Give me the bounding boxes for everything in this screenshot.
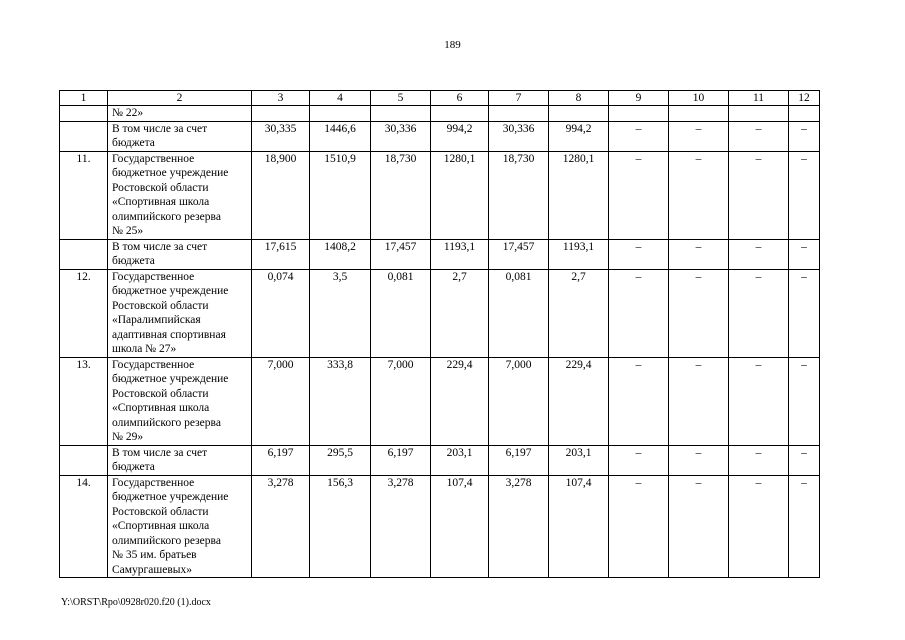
value-cell-col-9: –: [609, 475, 669, 578]
value-cell-col-4: [310, 106, 371, 122]
value-cell-col-3: 3,278: [252, 475, 310, 578]
value-cell-col-5: 18,730: [371, 151, 431, 239]
table-header-row: [60, 91, 820, 106]
value-cell-col-9: –: [609, 269, 669, 357]
table-row: [60, 475, 820, 578]
name-line: В том числе за счет: [112, 122, 208, 135]
name-line: Ростовской области: [112, 181, 209, 194]
name-line: «Спортивная школа: [112, 196, 210, 208]
value-cell-col-10: –: [669, 269, 729, 357]
name-line: «Спортивная школа: [112, 520, 210, 532]
value-cell-col-9: –: [609, 121, 669, 151]
value-cell-col-11: [729, 106, 789, 122]
table-row: [60, 445, 820, 475]
name-line: школа № 27»: [112, 343, 177, 355]
name-line: олимпийского резерва: [112, 534, 221, 547]
value-cell-col-5: 17,457: [371, 239, 431, 269]
name-line: олимпийского резерва: [112, 210, 221, 223]
name-line: бюджета: [112, 461, 155, 473]
header-cell-2: 2: [108, 91, 252, 106]
name-line: адаптивная спортивная: [112, 328, 226, 341]
value-cell-col-6: [431, 106, 489, 122]
value-cell-col-12: –: [789, 151, 820, 239]
value-cell-col-4: 3,5: [310, 269, 371, 357]
value-cell-col-11: –: [729, 269, 789, 357]
institution-name-cell: [108, 269, 252, 357]
name-line: Государственное: [112, 476, 195, 489]
name-line: бюджетное учреждение: [112, 285, 229, 297]
table-body: [60, 91, 820, 578]
value-cell-col-7: 30,336: [489, 121, 549, 151]
row-number-cell: [60, 445, 108, 475]
name-line: бюджета: [112, 137, 155, 149]
value-cell-col-8: 994,2: [549, 121, 609, 151]
value-cell-col-10: [669, 106, 729, 122]
value-cell-col-6: 203,1: [431, 445, 489, 475]
name-line: бюджетное учреждение: [112, 491, 229, 503]
header-cell-1: 1: [60, 91, 108, 106]
value-cell-col-7: 6,197: [489, 445, 549, 475]
header-cell-12: 12: [789, 91, 820, 106]
row-number-cell: [60, 106, 108, 122]
value-cell-col-12: –: [789, 269, 820, 357]
table-row: [60, 269, 820, 357]
value-cell-col-12: –: [789, 445, 820, 475]
value-cell-col-5: 3,278: [371, 475, 431, 578]
value-cell-col-5: 7,000: [371, 357, 431, 445]
value-cell-col-10: –: [669, 121, 729, 151]
name-line: Государственное: [112, 152, 195, 165]
value-cell-col-7: 3,278: [489, 475, 549, 578]
name-line: «Паралимпийская: [112, 314, 201, 326]
value-cell-col-8: 229,4: [549, 357, 609, 445]
value-cell-col-4: 1446,6: [310, 121, 371, 151]
value-cell-col-4: 333,8: [310, 357, 371, 445]
value-cell-col-3: [252, 106, 310, 122]
value-cell-col-3: 18,900: [252, 151, 310, 239]
header-cell-6: 6: [431, 91, 489, 106]
row-number-cell: [60, 239, 108, 269]
value-cell-col-8: [549, 106, 609, 122]
value-cell-col-5: 6,197: [371, 445, 431, 475]
value-cell-col-6: 1193,1: [431, 239, 489, 269]
value-cell-col-11: –: [729, 357, 789, 445]
value-cell-col-7: 17,457: [489, 239, 549, 269]
value-cell-col-5: 30,336: [371, 121, 431, 151]
value-cell-col-9: –: [609, 357, 669, 445]
value-cell-col-9: [609, 106, 669, 122]
value-cell-col-10: –: [669, 445, 729, 475]
value-cell-col-3: 17,615: [252, 239, 310, 269]
value-cell-col-9: –: [609, 151, 669, 239]
table-row: [60, 151, 820, 239]
header-cell-3: 3: [252, 91, 310, 106]
name-line: № 29»: [112, 431, 144, 443]
value-cell-col-10: –: [669, 475, 729, 578]
value-cell-col-4: 1510,9: [310, 151, 371, 239]
table-row: [60, 106, 820, 122]
name-line: Самургашевых»: [112, 563, 192, 576]
value-cell-col-8: 2,7: [549, 269, 609, 357]
header-cell-11: 11: [729, 91, 789, 106]
value-cell-col-9: –: [609, 239, 669, 269]
institution-name-cell: [108, 151, 252, 239]
header-cell-7: 7: [489, 91, 549, 106]
header-cell-5: 5: [371, 91, 431, 106]
name-line: бюджетное учреждение: [112, 373, 229, 385]
value-cell-col-11: –: [729, 445, 789, 475]
value-cell-col-4: 295,5: [310, 445, 371, 475]
value-cell-col-11: –: [729, 151, 789, 239]
value-cell-col-12: [789, 106, 820, 122]
value-cell-col-7: 0,081: [489, 269, 549, 357]
value-cell-col-3: 0,074: [252, 269, 310, 357]
value-cell-col-9: –: [609, 445, 669, 475]
value-cell-col-11: –: [729, 239, 789, 269]
value-cell-col-6: 107,4: [431, 475, 489, 578]
value-cell-col-6: 1280,1: [431, 151, 489, 239]
row-number-cell: [60, 121, 108, 151]
name-line: олимпийского резерва: [112, 416, 221, 429]
value-cell-col-12: –: [789, 357, 820, 445]
value-cell-col-10: –: [669, 151, 729, 239]
name-line: бюджетное учреждение: [112, 167, 229, 179]
value-cell-col-8: 107,4: [549, 475, 609, 578]
header-cell-9: 9: [609, 91, 669, 106]
name-line: Ростовской области: [112, 505, 209, 518]
table-row: [60, 357, 820, 445]
institution-name-cell: [108, 106, 252, 122]
value-cell-col-8: 1280,1: [549, 151, 609, 239]
name-line: № 22»: [112, 107, 144, 119]
value-cell-col-3: 30,335: [252, 121, 310, 151]
name-line: бюджета: [112, 255, 155, 267]
row-number-cell: 11.: [60, 151, 108, 239]
name-line: В том числе за счет: [112, 446, 208, 459]
value-cell-col-3: 7,000: [252, 357, 310, 445]
name-line: № 35 им. братьев: [112, 549, 197, 561]
value-cell-col-10: –: [669, 239, 729, 269]
page-number: 189: [444, 39, 461, 51]
value-cell-col-12: –: [789, 121, 820, 151]
value-cell-col-5: 0,081: [371, 269, 431, 357]
row-number-cell: 13.: [60, 357, 108, 445]
institution-name-cell: [108, 121, 252, 151]
name-line: «Спортивная школа: [112, 402, 210, 414]
value-cell-col-8: 1193,1: [549, 239, 609, 269]
name-line: Ростовской области: [112, 387, 209, 400]
footer-file-path: Y:\ORST\Rpo\0928r020.f20 (1).docx: [61, 597, 211, 608]
header-cell-8: 8: [549, 91, 609, 106]
value-cell-col-11: –: [729, 475, 789, 578]
value-cell-col-8: 203,1: [549, 445, 609, 475]
value-cell-col-3: 6,197: [252, 445, 310, 475]
value-cell-col-6: 994,2: [431, 121, 489, 151]
row-number-cell: 14.: [60, 475, 108, 578]
value-cell-col-6: 229,4: [431, 357, 489, 445]
value-cell-col-12: –: [789, 475, 820, 578]
name-line: № 25»: [112, 225, 144, 237]
table-row: [60, 239, 820, 269]
value-cell-col-12: –: [789, 239, 820, 269]
data-table: [59, 90, 820, 578]
institution-name-cell: [108, 357, 252, 445]
value-cell-col-10: –: [669, 357, 729, 445]
institution-name-cell: [108, 445, 252, 475]
value-cell-col-4: 1408,2: [310, 239, 371, 269]
header-cell-4: 4: [310, 91, 371, 106]
name-line: Государственное: [112, 358, 195, 371]
name-line: Ростовской области: [112, 299, 209, 312]
value-cell-col-4: 156,3: [310, 475, 371, 578]
name-line: Государственное: [112, 270, 195, 283]
table-row: [60, 121, 820, 151]
name-line: В том числе за счет: [112, 240, 208, 253]
value-cell-col-5: [371, 106, 431, 122]
header-cell-10: 10: [669, 91, 729, 106]
institution-name-cell: [108, 475, 252, 578]
value-cell-col-6: 2,7: [431, 269, 489, 357]
institution-name-cell: [108, 239, 252, 269]
row-number-cell: 12.: [60, 269, 108, 357]
value-cell-col-7: 18,730: [489, 151, 549, 239]
value-cell-col-11: –: [729, 121, 789, 151]
value-cell-col-7: [489, 106, 549, 122]
value-cell-col-7: 7,000: [489, 357, 549, 445]
